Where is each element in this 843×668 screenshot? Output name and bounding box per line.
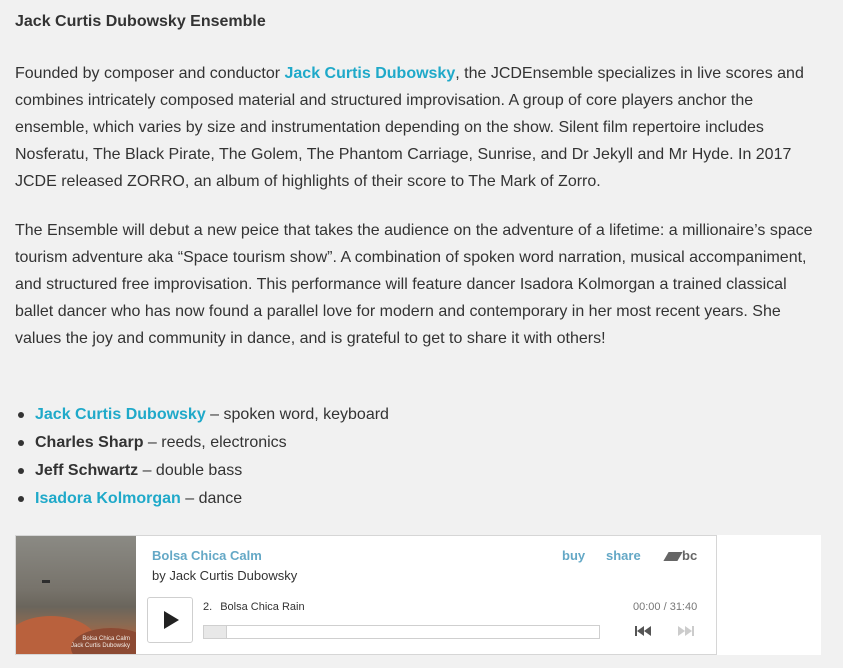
member-name-charles-sharp: Charles Sharp <box>35 434 144 451</box>
page-title: Jack Curtis Dubowsky Ensemble <box>15 13 266 30</box>
progress-bar[interactable] <box>203 625 600 639</box>
list-item <box>15 485 389 513</box>
member-role: – dance <box>180 490 243 507</box>
bullet <box>18 496 24 502</box>
bullet <box>18 440 24 446</box>
buy-link[interactable]: buy <box>562 548 586 563</box>
composer-link[interactable]: Jack Curtis Dubowsky <box>284 65 456 82</box>
list-item <box>15 457 389 485</box>
track-title: Bolsa Chica Rain <box>220 601 305 613</box>
play-button[interactable] <box>147 597 193 643</box>
member-link-isadora-kolmorgan[interactable]: Isadora Kolmorgan <box>35 490 181 507</box>
track-number: 2. <box>203 601 213 613</box>
intro-text-before: Founded by composer and conductor <box>15 65 285 82</box>
album-title-link[interactable]: Bolsa Chica Calm <box>152 548 262 563</box>
cover-caption-title: Bolsa Chica Calm <box>82 636 130 642</box>
audio-player <box>15 535 717 655</box>
cover-surfer <box>42 580 50 583</box>
member-role: – double bass <box>138 462 243 479</box>
share-link[interactable]: share <box>606 548 641 563</box>
skip-next-button[interactable] <box>676 625 694 637</box>
cover-caption-artist: Jack Curtis Dubowsky <box>70 643 130 649</box>
bullet <box>18 468 24 474</box>
skip-previous-button[interactable] <box>635 625 653 637</box>
intro-paragraph <box>15 60 825 195</box>
current-track <box>203 601 305 613</box>
audio-player-embed <box>15 535 821 655</box>
track-time: 00:00 / 31:40 <box>633 601 698 613</box>
list-item <box>15 401 389 429</box>
album-artist: by Jack Curtis Dubowsky <box>152 568 298 583</box>
album-cover[interactable] <box>16 536 136 654</box>
play-icon <box>164 611 179 629</box>
bandcamp-logo-text: bc <box>682 548 698 563</box>
progress-thumb[interactable] <box>204 626 227 638</box>
bandcamp-logo[interactable] <box>666 548 697 563</box>
member-role: – spoken word, keyboard <box>205 406 389 423</box>
debut-paragraph: The Ensemble will debut a new peice that takes the audience on the adventure of a lifetime: a millionaire’s space tourism adventure aka “Space tourism show”. A combination of spoken word narration, musical accompaniment, and structured free improvisation. This performance will feature dancer Isadora Kolmorgan a trained classical ballet dancer who has now found a parallel love for modern and contemporary in her most recent years. She values the joy and community in dance, and is grateful to get to share it with others! <box>15 222 813 347</box>
member-role: – reeds, electronics <box>143 434 287 451</box>
bandcamp-icon <box>663 552 682 561</box>
intro-text-after: , the JCDEnsemble specializes in live scores and combines intricately composed material and structured improvisation. A group of core players anchor the ensemble, which varies by size and instrumentation depending on the show. Silent film repertoire includes Nosferatu, The Black Pirate, The Golem, The Phantom Carriage, Sunrise, and Dr Jekyll and Mr Hyde. In 2017 JCDE released ZORRO, an album of highlights of their score to The Mark of Zorro. <box>15 65 804 190</box>
members-list <box>15 401 389 513</box>
member-link-jack-curtis-dubowsky[interactable]: Jack Curtis Dubowsky <box>35 406 206 423</box>
bullet <box>18 412 24 418</box>
member-name-jeff-schwartz: Jeff Schwartz <box>35 462 139 479</box>
list-item <box>15 429 389 457</box>
